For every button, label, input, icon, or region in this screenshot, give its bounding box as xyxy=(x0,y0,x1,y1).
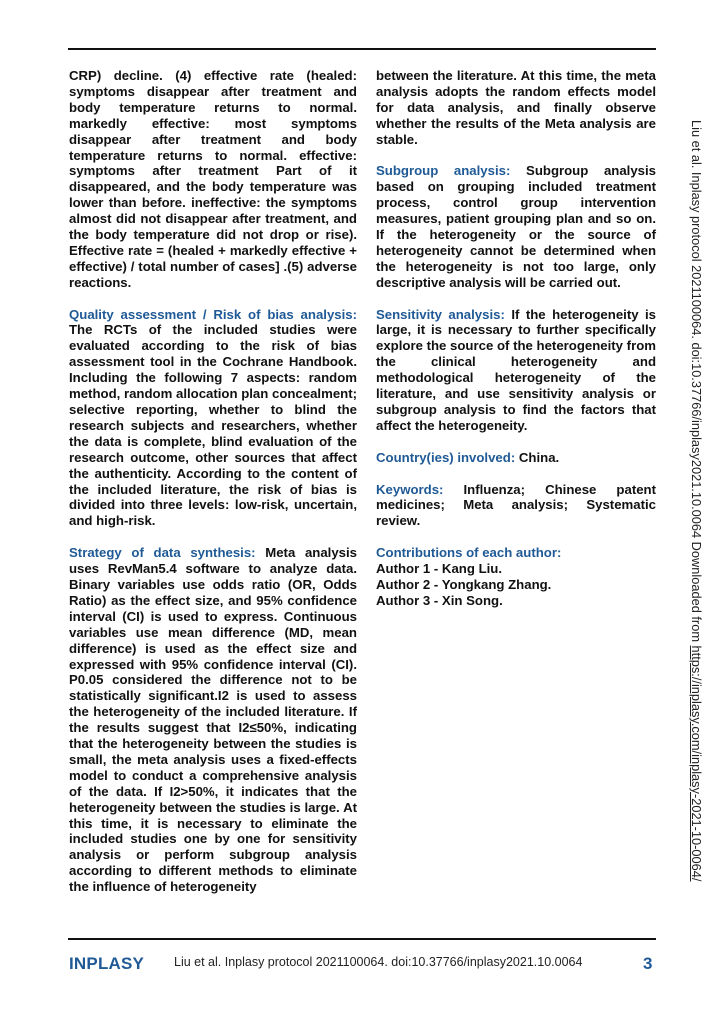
contributions-heading: Contributions of each author: xyxy=(376,545,562,561)
right-column xyxy=(376,68,656,625)
country-value: China. xyxy=(518,449,560,465)
keywords-heading: Keywords: xyxy=(376,481,444,497)
sensitivity-analysis-heading: Sensitivity analysis: xyxy=(376,306,505,322)
footer-brand-logo: INPLASY xyxy=(69,954,145,973)
footer-citation: Liu et al. Inplasy protocol 2021100064. doi:10.37766/inplasy2021.10.0064 xyxy=(174,955,583,969)
subgroup-analysis-body: Subgroup analysis based on grouping included treatment process, control group intervention measures, patient grouping plan and so on. If the heterogeneity or the source of heterogeneity cannot be determined when the heterogeneity is not too large, only descriptive analysis will be carried out. xyxy=(376,163,657,290)
page-number: 3 xyxy=(643,954,653,973)
quality-assessment-body: The RCTs of the included studies were evaluated according to the risk of bias assessment tool in the Cochrane Handbook. Including the following 7 aspects: random method, random allocation plan concealment; selective reporting, whether to blind the research subjects and researchers, whether the data is complete, blind evaluation of the research outcome, other sources that affect the authenticity. According to the content of the included literature, the risk of bias is divided into three levels: low-risk, uncertain, and high-risk. xyxy=(69,322,357,529)
footer-rule xyxy=(68,938,656,940)
sensitivity-analysis-section xyxy=(376,307,656,434)
author-item: Author 1 - Kang Liu. xyxy=(376,561,503,577)
download-link[interactable]: https://inplasy.com/inplasy-2021-10-0064/ xyxy=(689,645,704,882)
keywords-section xyxy=(376,482,656,530)
data-synthesis-body: Meta analysis uses RevMan5.4 software to analyze data. Binary variables use odds ratio (OR, Odds Ratio) as the effect size, and 95% confidence interval (CI) is used to express. Continuous variables use mean difference (MD, mean difference) is used as the effect size and expressed with 95% confidence interval (CI). P0.05 considered the difference not to be statistically significant.I2 is used to assess the heterogeneity of the included literature. If the results suggest that I2≤50%, indicating that the heterogeneity between the studies is small, the meta analysis uses a fixed-effects model to conduct a comprehensive analysis of the data. If I2>50%, it indicates that the heterogeneity between the studies is large. At this time, it is necessary to eliminate the included studies one by one for sensitivity analysis or perform subgroup analysis according to different methods to eliminate the influence of heterogeneity xyxy=(69,545,357,895)
subgroup-analysis-heading: Subgroup analysis: xyxy=(376,163,511,179)
quality-assessment-section xyxy=(69,307,357,530)
side-citation-note xyxy=(689,120,704,881)
sensitivity-analysis-body: If the heterogeneity is large, it is necessary to further specifically explore the source of the heterogeneity from the clinical heterogeneity and methodological heterogeneity of the literature, and use sensitivity analysis or subgroup analysis to find the factors that affect the heterogeneity. xyxy=(376,306,656,433)
keywords-value: Influenza; Chinese patent medicines; Meta analysis; Systematic review. xyxy=(376,481,656,529)
header-rule xyxy=(68,48,656,50)
author-item: Author 2 - Yongkang Zhang. xyxy=(376,576,552,592)
quality-assessment-heading: Quality assessment / Risk of bias analysis: xyxy=(69,306,357,322)
data-synthesis-section xyxy=(69,545,357,895)
outcomes-paragraph: CRP) decline. (4) effective rate (healed: symptoms disappear after treatment and body temperature returns to normal. markedly effective: most symptoms disappear after treatment and body temperature returns to normal. effective: symptoms after treatment Part of it disappeared, and the body temperature was lower than before. ineffective: the symptoms almost did not disappear after treatment, and the body temperature did not drop or rise). Effective rate = (healed + markedly effective + effective) / total number of cases] .(5) adverse reactions. xyxy=(69,68,357,290)
side-citation-text: Liu et al. Inplasy protocol 2021100064. doi:10.37766/inplasy2021.10.0064 Downloaded from xyxy=(689,120,704,646)
author-item: Author 3 - Xin Song. xyxy=(376,592,503,608)
contributions-section xyxy=(376,545,656,609)
country-heading: Country(ies) involved: xyxy=(376,449,516,465)
continuation-paragraph: between the literature. At this time, the meta analysis adopts the random effects model for data analysis, and finally observe whether the results of the Meta analysis are stable. xyxy=(376,68,656,147)
subgroup-analysis-section xyxy=(376,163,656,290)
left-column xyxy=(69,68,357,911)
country-section xyxy=(376,450,656,466)
data-synthesis-heading: Strategy of data synthesis: xyxy=(69,545,256,561)
